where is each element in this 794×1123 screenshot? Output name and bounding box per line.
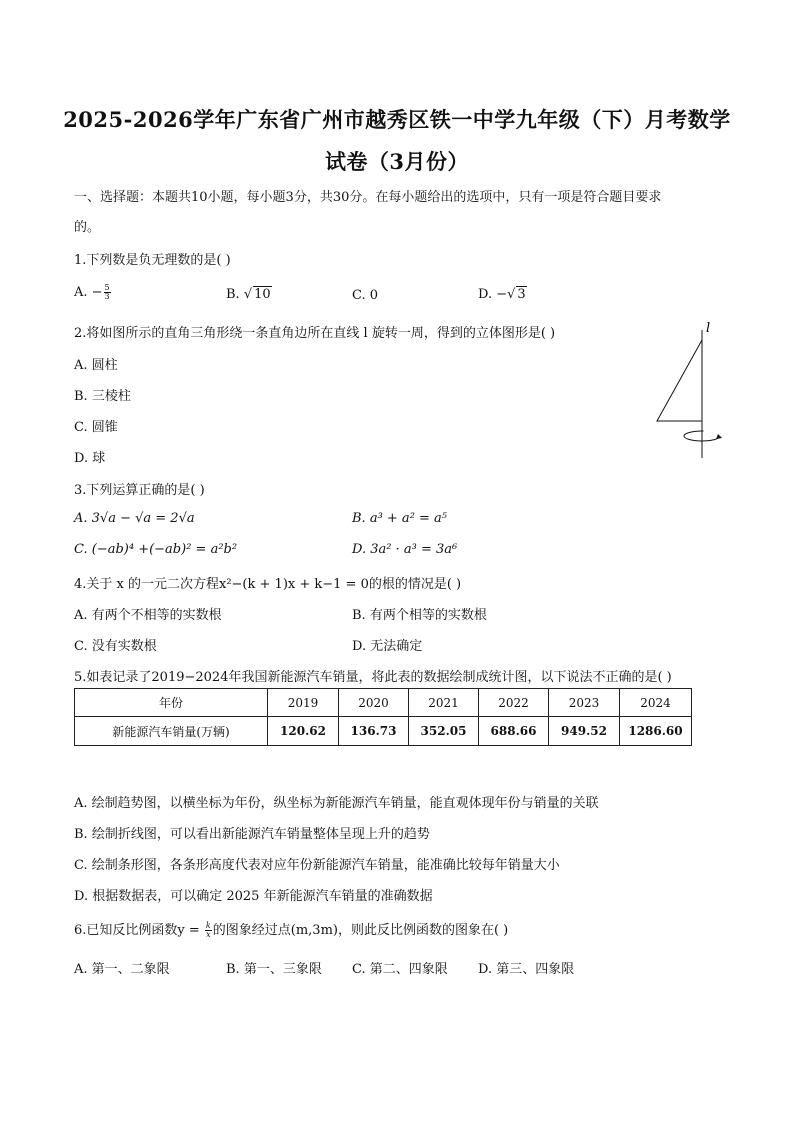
q5-option-a: A. 绘制趋势图，以横坐标为年份，纵坐标为新能源汽车销量，能直观体现年份与销量的关联 bbox=[74, 796, 599, 811]
q3-option-a: A. 3√a − √a = 2√a bbox=[74, 511, 195, 526]
q4-stem: 4.关于 x 的一元二次方程x²−(k + 1)x + k−1 = 0的根的情况是( ) bbox=[74, 577, 462, 592]
q3-option-d: D. 3a² · a³ = 3a⁶ bbox=[352, 542, 458, 557]
q6-option-d: D. 第三、四象限 bbox=[478, 962, 575, 977]
table-cell-year: 2024 bbox=[620, 689, 692, 717]
table-cell-value: 949.52 bbox=[549, 717, 620, 746]
q2-option-d: D. 球 bbox=[74, 451, 106, 466]
table-header-label: 年份 bbox=[75, 689, 268, 717]
sales-table bbox=[74, 688, 692, 746]
arrowhead-icon bbox=[716, 434, 722, 439]
q3-option-b: B. a³ + a² = a⁵ bbox=[352, 511, 448, 526]
table-cell-year: 2019 bbox=[268, 689, 339, 717]
axis-label-l: l bbox=[706, 321, 711, 336]
section-instructions-line1: 一、选择题：本题共10小题，每小题3分，共30分。在每小题给出的选项中，只有一项是符合题目要求 bbox=[74, 190, 662, 205]
q4-option-a: A. 有两个不相等的实数根 bbox=[74, 608, 222, 623]
q1-option-d: D. −√ 3 bbox=[478, 287, 526, 302]
q5-stem: 5.如表记录了2019−2024年我国新能源汽车销量，将此表的数据绘制成统计图，以下说法不正确的是( ) bbox=[74, 670, 672, 685]
q1-stem: 1.下列数是负无理数的是( ) bbox=[74, 253, 231, 268]
table-cell-value: 352.05 bbox=[409, 717, 479, 746]
table-cell-year: 2023 bbox=[549, 689, 620, 717]
q2-stem: 2.将如图所示的直角三角形绕一条直角边所在直线 l 旋转一周，得到的立体图形是( ) bbox=[74, 326, 556, 341]
exam-title-line1: 2025-2026学年广东省广州市越秀区铁一中学九年级（下）月考数学 bbox=[63, 107, 731, 132]
table-row-years bbox=[75, 689, 692, 717]
table-cell-value: 688.66 bbox=[479, 717, 549, 746]
table-cell-year: 2022 bbox=[479, 689, 549, 717]
q4-option-c: C. 没有实数根 bbox=[74, 639, 157, 654]
exam-title-line2: 试卷（3月份） bbox=[324, 149, 470, 174]
q5-option-c: C. 绘制条形图，各条形高度代表对应年份新能源汽车销量，能准确比较每年销量大小 bbox=[74, 858, 560, 873]
right-triangle bbox=[657, 340, 702, 421]
section-instructions-line2: 的。 bbox=[74, 220, 101, 235]
q6-option-a: A. 第一、二象限 bbox=[74, 962, 170, 977]
q2-option-a: A. 圆柱 bbox=[74, 358, 118, 373]
q1-option-c: C. 0 bbox=[352, 288, 379, 303]
q1-option-a: A. − $\frac{5}{3}$ bbox=[74, 283, 110, 301]
q5-option-d: D. 根据数据表，可以确定 2025 年新能源汽车销量的准确数据 bbox=[74, 889, 433, 904]
table-cell-value: 1286.60 bbox=[620, 717, 692, 746]
q4-option-d: D. 无法确定 bbox=[352, 639, 423, 654]
q4-option-b: B. 有两个相等的实数根 bbox=[352, 608, 487, 623]
q6-option-b: B. 第一、三象限 bbox=[226, 962, 322, 977]
table-cell-value: 136.73 bbox=[339, 717, 409, 746]
q1-option-b: B. √ 10 bbox=[226, 287, 271, 302]
q3-stem: 3.下列运算正确的是( ) bbox=[74, 483, 205, 498]
table-row-label: 新能源汽车销量(万辆) bbox=[75, 717, 268, 746]
table-cell-value: 120.62 bbox=[268, 717, 339, 746]
q2-option-c: C. 圆锥 bbox=[74, 420, 118, 435]
q2-option-b: B. 三棱柱 bbox=[74, 389, 131, 404]
q6-stem: 6.已知反比例函数y = $\frac{k}{x}$ 的图象经过点(m,3m)，则此反比例函数的图象在( ) bbox=[74, 921, 509, 939]
q5-option-b: B. 绘制折线图，可以看出新能源汽车销量整体呈现上升的趋势 bbox=[74, 827, 430, 842]
q2-triangle-figure bbox=[640, 318, 730, 463]
table-cell-year: 2021 bbox=[409, 689, 479, 717]
table-row-values bbox=[75, 717, 692, 746]
q3-option-c: C. (−ab)⁴ +(−ab)² = a²b² bbox=[74, 542, 238, 557]
q6-option-c: C. 第二、四象限 bbox=[352, 962, 448, 977]
table-cell-year: 2020 bbox=[339, 689, 409, 717]
